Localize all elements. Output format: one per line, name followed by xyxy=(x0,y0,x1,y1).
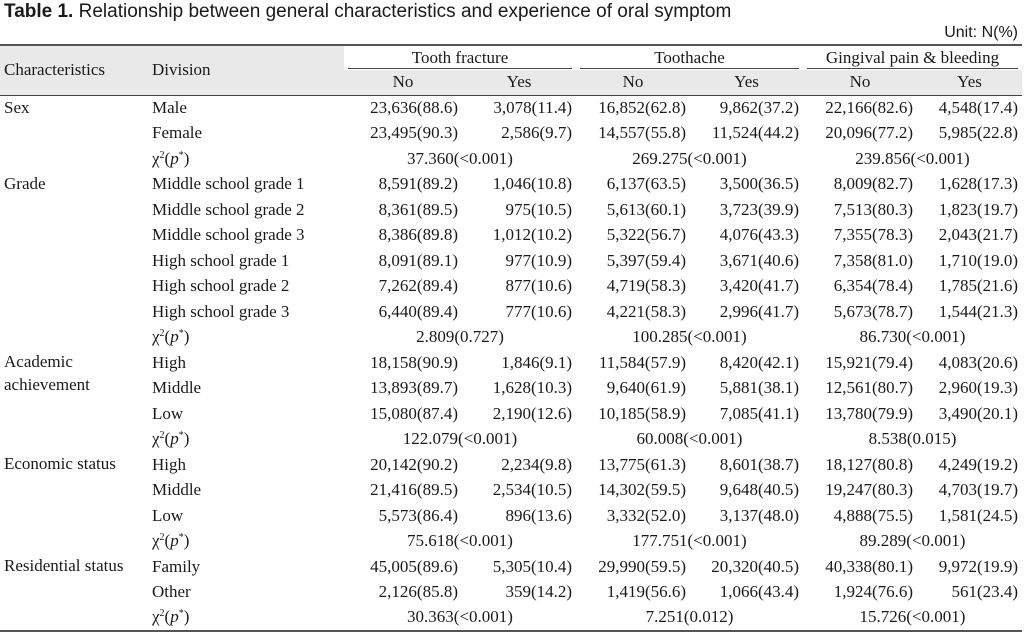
value-cell: 20,096(77.2) xyxy=(825,123,914,143)
value-cell: 1,581(24.5) xyxy=(938,505,1019,525)
value-cell: 2,996(41.7) xyxy=(719,301,800,321)
chi-square-value: 8.538(0.015) xyxy=(868,429,957,449)
value-cell: 2,190(12.6) xyxy=(492,403,573,423)
table-row xyxy=(0,197,1022,223)
division-cell: Middle xyxy=(152,480,202,500)
table-row xyxy=(0,580,1022,606)
value-cell: 14,302(59.5) xyxy=(598,480,687,500)
chi-square-value: 15.726(<0.001) xyxy=(859,607,966,627)
value-cell: 3,332(52.0) xyxy=(606,505,687,525)
chi-square-value: 2.809(0.727) xyxy=(416,327,504,347)
value-cell: 1,012(10.2) xyxy=(492,225,573,245)
division-cell: Family xyxy=(152,556,201,576)
value-cell: 5,397(59.4) xyxy=(606,250,687,270)
table-row xyxy=(0,401,1022,427)
value-cell: 1,046(10.8) xyxy=(492,174,573,194)
chi-square-row xyxy=(0,427,1022,453)
division-cell: Female xyxy=(152,123,203,143)
division-cell: Middle school grade 1 xyxy=(152,174,305,194)
value-cell: 18,158(90.9) xyxy=(370,352,458,372)
value-cell: 11,524(44.2) xyxy=(711,123,800,143)
characteristic-cell: Residential status xyxy=(4,556,124,575)
chi-square-value: 60.008(<0.001) xyxy=(636,429,743,449)
value-cell: 13,775(61.3) xyxy=(598,454,687,474)
value-cell: 5,305(10.4) xyxy=(492,556,573,576)
value-cell: 777(10.6) xyxy=(505,301,573,321)
value-cell: 3,137(48.0) xyxy=(719,505,800,525)
value-cell: 1,846(9.1) xyxy=(501,352,573,372)
value-cell: 15,921(79.4) xyxy=(825,352,914,372)
value-cell: 561(23.4) xyxy=(951,582,1019,602)
division-cell: Middle school grade 2 xyxy=(152,199,305,219)
value-cell: 11,584(57.9) xyxy=(598,352,687,372)
results-table xyxy=(0,44,1022,632)
division-cell: Middle school grade 3 xyxy=(152,225,305,245)
value-cell: 1,785(21.6) xyxy=(938,276,1019,296)
value-cell: 5,985(22.8) xyxy=(938,123,1019,143)
table-row xyxy=(0,121,1022,147)
characteristic-cell: Academic achievement xyxy=(4,352,90,394)
chi-square-label: $\chi^2(p^*)$ xyxy=(152,607,190,627)
value-cell: 2,586(9.7) xyxy=(501,123,573,143)
value-cell: 2,043(21.7) xyxy=(938,225,1019,245)
value-cell: 3,723(39.9) xyxy=(719,199,800,219)
value-cell: 3,078(11.4) xyxy=(493,98,573,117)
value-cell: 12,561(80.7) xyxy=(825,378,914,398)
value-cell: 19,247(80.3) xyxy=(825,480,914,500)
value-cell: 975(10.5) xyxy=(505,199,573,219)
value-cell: 3,420(41.7) xyxy=(719,276,800,296)
table-row xyxy=(0,478,1022,504)
chi-square-label: $\chi^2(p^*)$ xyxy=(152,327,190,347)
header-no: No xyxy=(392,72,414,92)
value-cell: 877(10.6) xyxy=(505,276,573,296)
value-cell: 15,080(87.4) xyxy=(370,403,458,423)
table-title: Relationship between general characteristics and experience of oral symptom xyxy=(78,1,732,22)
value-cell: 23,495(90.3) xyxy=(370,123,458,143)
value-cell: 2,126(85.8) xyxy=(378,582,458,602)
value-cell: 9,972(19.9) xyxy=(938,556,1019,576)
value-cell: 18,127(80.8) xyxy=(825,454,914,474)
value-cell: 2,234(9.8) xyxy=(501,454,573,474)
value-cell: 7,355(78.3) xyxy=(833,225,914,245)
chi-square-value: 75.618(<0.001) xyxy=(407,531,513,551)
value-cell: 4,083(20.6) xyxy=(938,352,1019,372)
division-cell: Other xyxy=(152,582,191,602)
value-cell: 4,249(19.2) xyxy=(938,454,1019,474)
value-cell: 8,591(89.2) xyxy=(378,174,458,194)
value-cell: 1,710(19.0) xyxy=(938,250,1019,270)
value-cell: 9,862(37.2) xyxy=(719,98,800,117)
value-cell: 1,066(43.4) xyxy=(719,582,800,602)
value-cell: 14,557(55.8) xyxy=(598,123,687,143)
header-no: No xyxy=(849,72,871,92)
division-cell: High school grade 2 xyxy=(152,276,290,296)
value-cell: 13,780(79.9) xyxy=(825,403,914,423)
division-cell: High xyxy=(152,454,186,474)
value-cell: 7,513(80.3) xyxy=(833,199,914,219)
value-cell: 7,262(89.4) xyxy=(378,276,458,296)
value-cell: 5,573(86.4) xyxy=(378,505,458,525)
table-row xyxy=(0,376,1022,402)
characteristic-cell: Grade xyxy=(4,173,46,193)
value-cell: 4,719(58.3) xyxy=(606,276,687,296)
value-cell: 2,534(10.5) xyxy=(492,480,573,500)
value-cell: 3,500(36.5) xyxy=(719,174,800,194)
value-cell: 8,009(82.7) xyxy=(833,174,914,194)
table-row xyxy=(0,248,1022,274)
value-cell: 4,888(75.5) xyxy=(833,505,914,525)
chi-square-value: 89.289(<0.001) xyxy=(859,531,966,551)
value-cell: 29,990(59.5) xyxy=(598,556,687,576)
value-cell: 1,628(10.3) xyxy=(492,378,573,398)
value-cell: 977(10.9) xyxy=(505,250,573,270)
value-cell: 8,361(89.5) xyxy=(378,199,458,219)
value-cell: 9,648(40.5) xyxy=(719,480,800,500)
header-group-tooth-fracture: Tooth fracture xyxy=(344,45,576,70)
chi-square-label: $\chi^2(p^*)$ xyxy=(152,531,190,551)
value-cell: 1,924(76.6) xyxy=(833,582,914,602)
division-cell: Middle xyxy=(152,378,202,398)
value-cell: 2,960(19.3) xyxy=(938,378,1019,398)
value-cell: 6,137(63.5) xyxy=(606,174,687,194)
value-cell: 5,881(38.1) xyxy=(719,378,800,398)
header-group-gingival: Gingival pain & bleeding xyxy=(803,45,1022,70)
value-cell: 896(13.6) xyxy=(505,505,573,525)
header-yes: Yes xyxy=(734,72,759,92)
value-cell: 5,322(56.7) xyxy=(606,225,687,245)
division-cell: Low xyxy=(152,403,184,423)
header-no: No xyxy=(622,72,644,92)
table-row xyxy=(0,503,1022,529)
value-cell: 20,320(40.5) xyxy=(711,556,800,576)
value-cell: 7,358(81.0) xyxy=(833,250,914,270)
chi-square-value: 30.363(<0.001) xyxy=(407,607,513,627)
table-caption xyxy=(4,0,731,24)
value-cell: 20,142(90.2) xyxy=(370,454,458,474)
chi-square-value: 37.360(<0.001) xyxy=(407,148,513,168)
chi-square-row xyxy=(0,605,1022,631)
header-yes: Yes xyxy=(957,72,982,92)
value-cell: 4,548(17.4) xyxy=(938,98,1019,117)
table-row xyxy=(0,350,1022,376)
division-cell: High xyxy=(152,352,186,372)
value-cell: 8,091(89.1) xyxy=(378,250,458,270)
chi-square-value: 122.079(<0.001) xyxy=(402,429,518,449)
value-cell: 3,490(20.1) xyxy=(938,403,1019,423)
division-cell: High school grade 3 xyxy=(152,301,290,321)
chi-square-row xyxy=(0,529,1022,555)
value-cell: 3,671(40.6) xyxy=(719,250,800,270)
characteristic-cell: Economic status xyxy=(4,454,116,473)
value-cell: 9,640(61.9) xyxy=(606,378,687,398)
table-row xyxy=(0,299,1022,325)
value-cell: 23,636(88.6) xyxy=(370,98,458,117)
value-cell: 4,703(19.7) xyxy=(938,480,1019,500)
chi-square-row xyxy=(0,325,1022,351)
value-cell: 4,221(58.3) xyxy=(606,301,687,321)
value-cell: 1,544(21.3) xyxy=(938,301,1019,321)
value-cell: 45,005(89.6) xyxy=(370,556,458,576)
value-cell: 40,338(80.1) xyxy=(825,556,914,576)
value-cell: 5,613(60.1) xyxy=(606,199,687,219)
value-cell: 1,628(17.3) xyxy=(938,174,1019,194)
table-header xyxy=(0,45,1022,95)
header-characteristics: Characteristics xyxy=(0,45,148,95)
chi-square-value: 269.275(<0.001) xyxy=(632,148,747,168)
value-cell: 21,416(89.5) xyxy=(370,480,458,500)
table-label: Table 1. xyxy=(4,1,74,22)
value-cell: 10,185(58.9) xyxy=(598,403,687,423)
value-cell: 1,419(56.6) xyxy=(606,582,687,602)
chi-square-value: 86.730(<0.001) xyxy=(859,327,966,347)
table-row xyxy=(0,452,1022,478)
value-cell: 4,076(43.3) xyxy=(719,225,800,245)
chi-square-value: 239.856(<0.001) xyxy=(855,148,970,168)
table-row xyxy=(0,172,1022,198)
table-body xyxy=(0,95,1022,631)
value-cell: 8,420(42.1) xyxy=(719,352,800,372)
value-cell: 6,354(78.4) xyxy=(833,276,914,296)
chi-square-value: 7.251(0.012) xyxy=(645,607,734,627)
value-cell: 5,673(78.7) xyxy=(833,301,914,321)
value-cell: 22,166(82.6) xyxy=(825,98,914,117)
division-cell: High school grade 1 xyxy=(152,250,290,270)
chi-square-label: $\chi^2(p^*)$ xyxy=(152,429,190,449)
header-group-toothache: Toothache xyxy=(576,45,803,70)
division-cell: Male xyxy=(152,98,187,117)
chi-square-value: 100.285(<0.001) xyxy=(632,327,747,347)
header-division: Division xyxy=(148,45,344,95)
table-row xyxy=(0,274,1022,300)
table-row xyxy=(0,95,1022,121)
division-cell: Low xyxy=(152,505,184,525)
value-cell: 7,085(41.1) xyxy=(719,403,800,423)
value-cell: 6,440(89.4) xyxy=(378,301,458,321)
table-row xyxy=(0,223,1022,249)
value-cell: 8,386(89.8) xyxy=(378,225,458,245)
value-cell: 8,601(38.7) xyxy=(719,454,800,474)
table-row xyxy=(0,554,1022,580)
characteristic-cell: Sex xyxy=(4,97,30,117)
value-cell: 1,823(19.7) xyxy=(938,199,1019,219)
value-cell: 16,852(62.8) xyxy=(598,98,687,117)
header-yes: Yes xyxy=(506,72,532,92)
unit-label: Unit: N(%) xyxy=(944,24,1018,41)
chi-square-row xyxy=(0,146,1022,172)
value-cell: 359(14.2) xyxy=(505,582,573,602)
chi-square-label: $\chi^2(p^*)$ xyxy=(152,148,190,168)
value-cell: 13,893(89.7) xyxy=(370,378,458,398)
chi-square-value: 177.751(<0.001) xyxy=(632,531,747,551)
